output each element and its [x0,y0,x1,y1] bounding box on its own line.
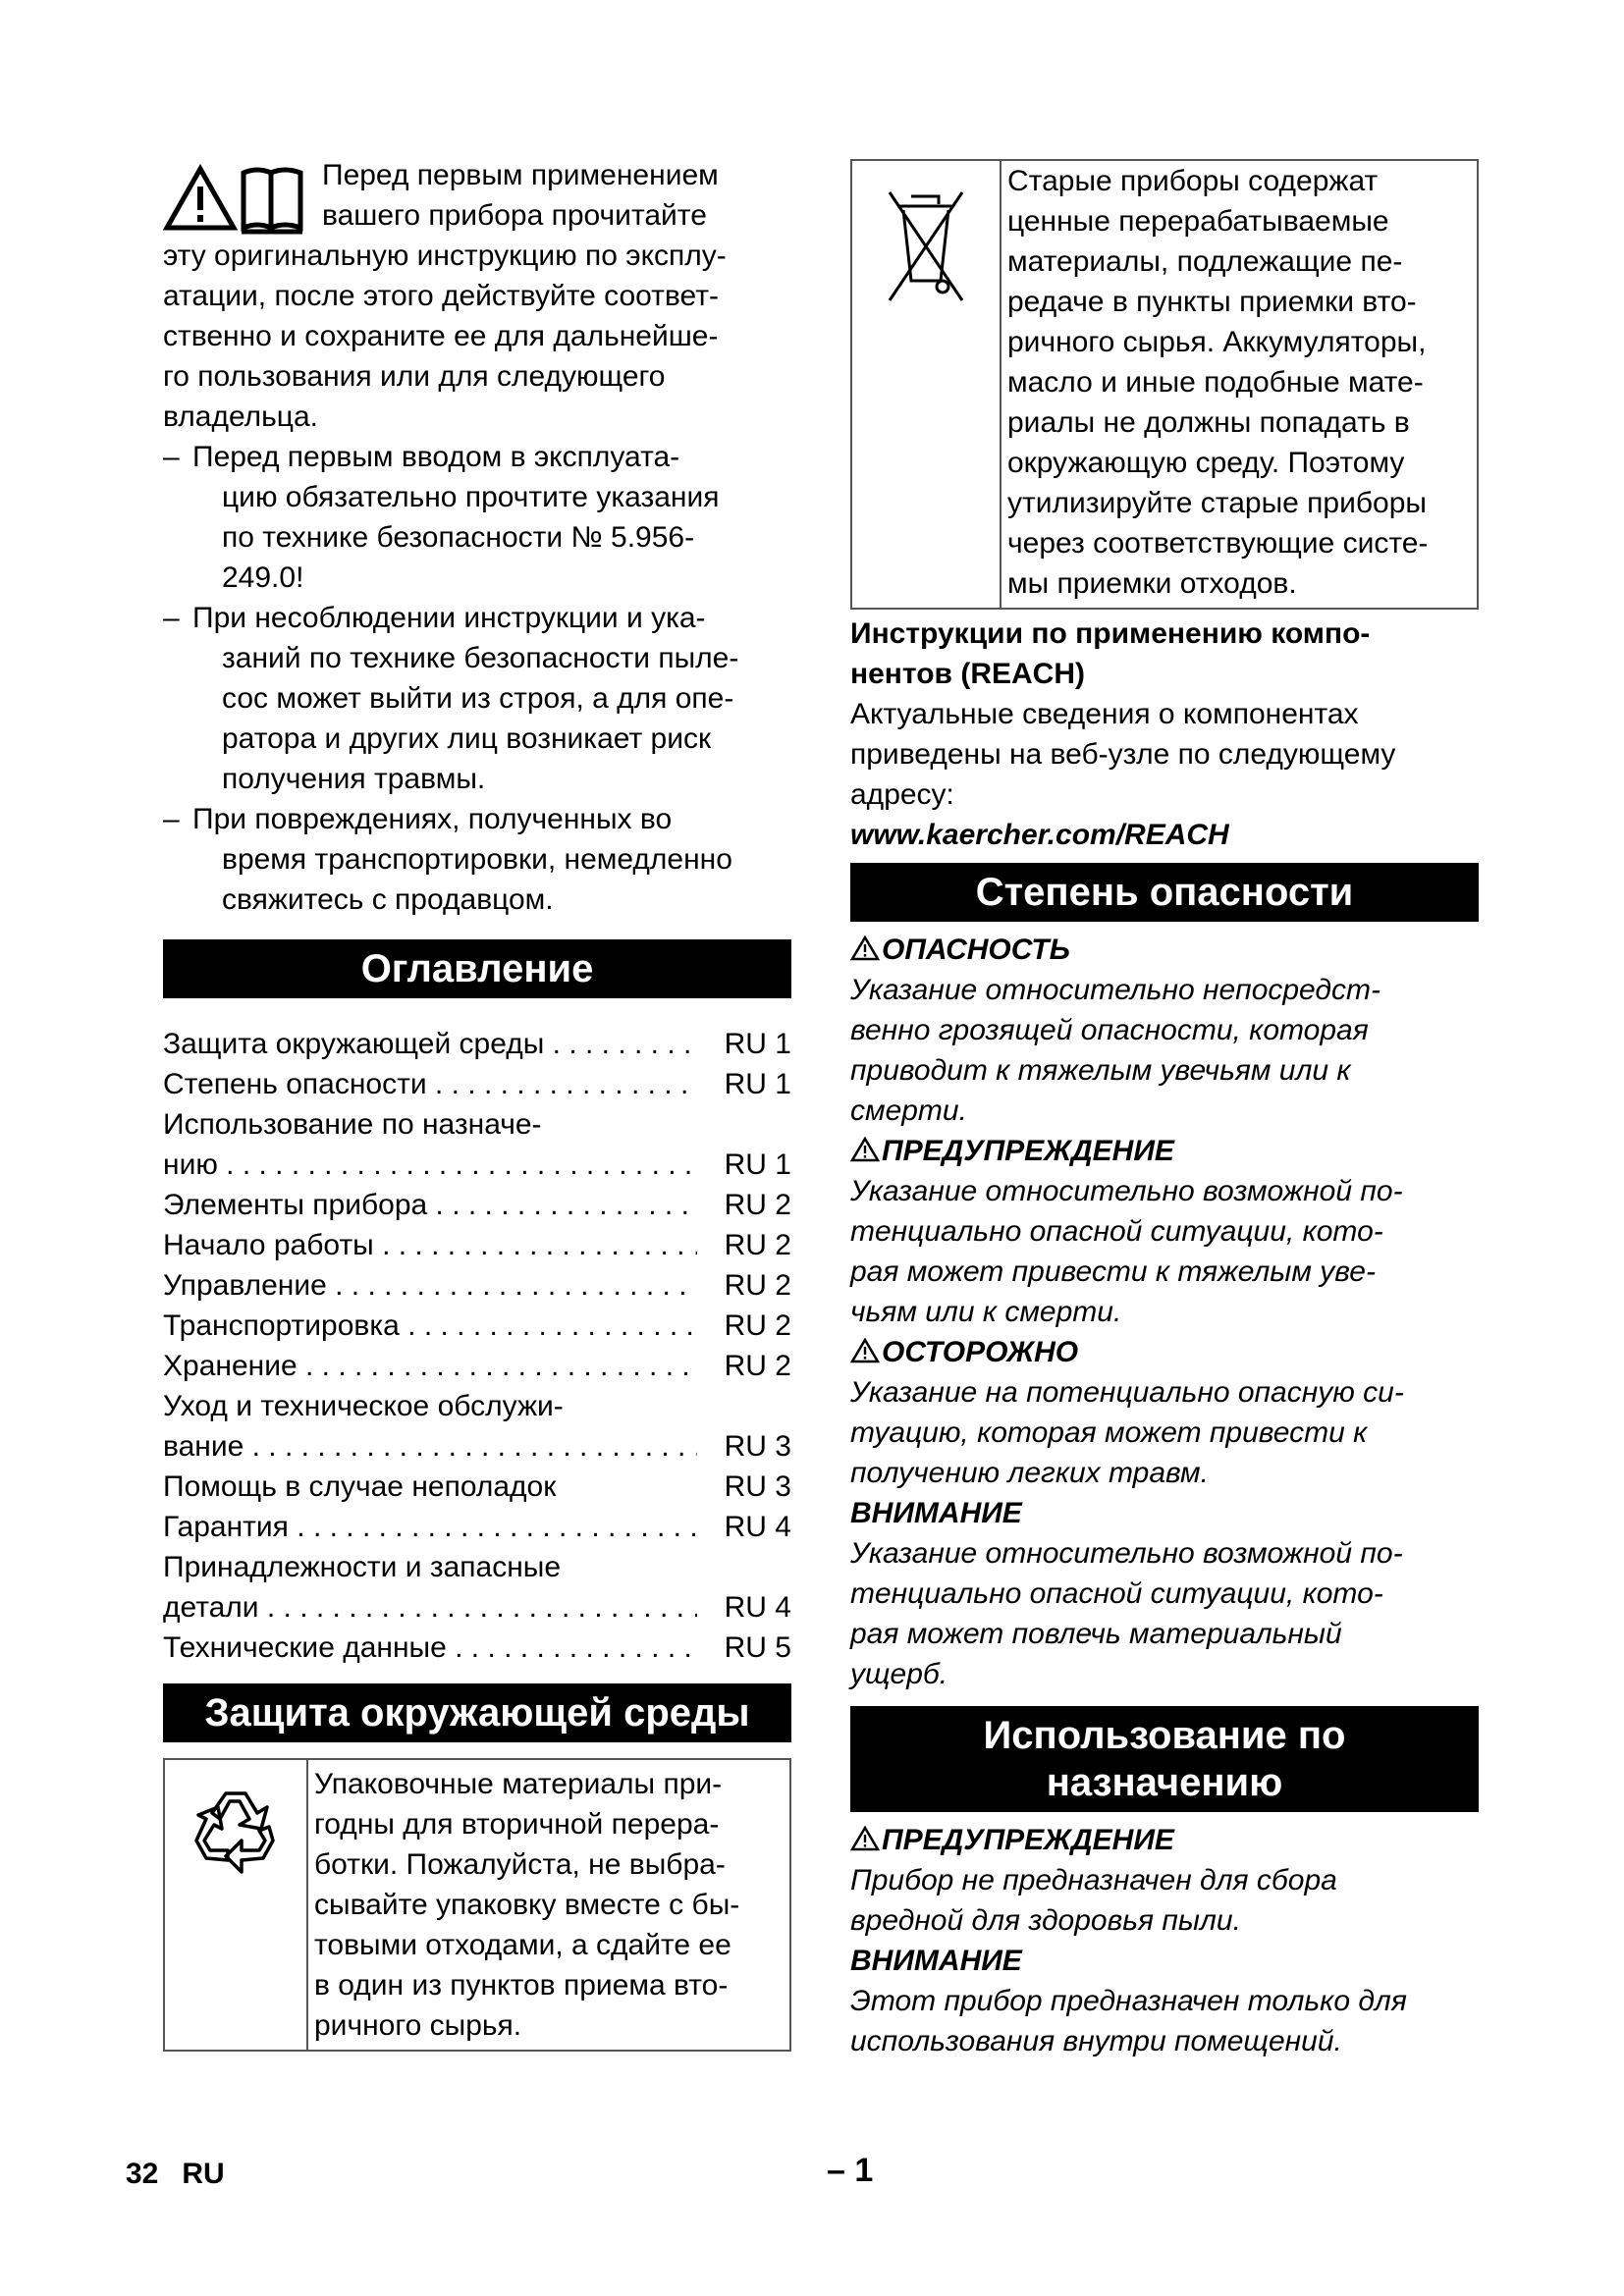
disposal-line: утилизируйте старые приборы [1007,487,1427,519]
hazard-label [850,1131,1479,1171]
intro-line-3: эту оригинальную инструкцию по эксплу- [163,240,727,272]
toc-row[interactable] [163,1064,791,1104]
disposal-text [1001,161,1434,608]
intended-use-line: Этот прибор предназначен только для [850,1985,1407,2017]
disposal-line: мы приемки отходов. [1007,567,1297,600]
disposal-line: ричного сырья. Аккумуляторы, [1007,326,1427,358]
toc-heading: Оглавление [163,939,791,998]
list-text: При повреждениях, полученных во [192,803,673,835]
toc-title: нию . . . [163,1145,697,1185]
hazard-line: получению легких травм. [850,1457,1209,1489]
intended-use-line: Прибор не предназначен для сбора [850,1864,1337,1896]
intended-use-label-text: ПРЕДУПРЕЖДЕНИЕ [882,1824,1174,1856]
intended-use-label [850,1820,1479,1860]
toc-row[interactable] [163,1346,791,1386]
list-item [163,437,791,598]
toc-page: RU 2 [724,1189,791,1221]
hazard-label-text: ОПАСНОСТЬ [882,934,1070,966]
list-dash: – [163,602,180,634]
toc-title: Помощь в случае неполадок [163,1470,557,1503]
toc-title: Степень опасности . . . [163,1064,697,1104]
environment-heading: Защита окружающей среды [163,1683,791,1742]
toc-title-wrap: Использование по назначе- [163,1108,542,1141]
disposal-line: ценные перерабатываемые [1007,205,1389,238]
hazard-line: Указание относительно возможной по- [850,1537,1403,1570]
intro-line-5: ственно и сохраните ее для дальнейше- [163,320,719,352]
toc-page: RU 2 [724,1350,791,1382]
disposal-line: масло и иные подобные мате- [1007,366,1424,399]
hazard-line: тенциально опасной ситуации, кото- [850,1215,1383,1248]
crossed-bin-icon [882,185,970,312]
toc-page: RU 2 [724,1229,791,1261]
disposal-line: Старые приборы содержат [1007,165,1379,197]
toc-title: Транспортировка . . . [163,1306,697,1346]
toc-page: RU 2 [724,1269,791,1302]
intended-use-label-text: ВНИМАНИЕ [850,1945,1022,1977]
list-text: 249.0! [222,561,304,594]
disposal-box [850,159,1479,610]
recycle-icon-cell [165,1760,308,2050]
hazard-label [850,1493,1479,1533]
toc-title: детали . . . [163,1587,697,1628]
hazard-line: венно грозящей опасности, которая [850,1014,1369,1046]
hazard-label-text: ПРЕДУПРЕЖДЕНИЕ [882,1135,1174,1167]
right-column [850,159,1479,2061]
intended-use-label [850,1941,1479,1981]
environment-line: товыми отходами, а сдайте ее [314,1929,731,1961]
section-page-number: – 1 [827,2152,874,2189]
environment-line: в один из пунктов приема вто- [314,1969,729,2002]
disposal-line: риалы не должны попадать в [1007,406,1410,439]
disposal-line: материалы, подлежащие пе- [1007,245,1403,278]
list-text: цию обязательно прочтите указания [222,481,720,513]
toc-row[interactable] [163,1507,791,1547]
environment-line: ричного сырья. [314,2009,522,2042]
toc-row[interactable] [163,1185,791,1225]
left-column [163,155,791,2052]
intro-line-4: атации, после этого действуйте соответ- [163,280,719,312]
intro-line-2: вашего прибора прочитайте [322,199,707,232]
toc-row[interactable] [163,1467,791,1507]
warning-triangle-book-icon [163,163,310,238]
hazard-line: Указание относительно возможной по- [850,1175,1403,1207]
toc-page: RU 4 [724,1511,791,1543]
toc-row[interactable] [163,1587,791,1628]
toc-title: Начало работы . . . [163,1225,697,1265]
table-of-contents [163,1024,791,1668]
toc-title-wrap: Уход и техническое обслужи- [163,1390,564,1422]
reach-url-link[interactable]: www.kaercher.com/REACH [850,819,1229,851]
page-footer [126,2158,248,2191]
environment-line: ботки. Пожалуйста, не выбра- [314,1848,726,1881]
disposal-line: окружающую среду. Поэтому [1007,447,1405,479]
hazard-line: Указание на потенциально опасную си- [850,1376,1404,1409]
reach-title: Инструкции по применению компо- [850,617,1371,650]
reach-line: адресу: [850,778,954,811]
hazard-line: смерти. [850,1095,967,1127]
toc-page: RU 2 [724,1309,791,1342]
toc-page: RU 1 [724,1068,791,1100]
toc-title: Технические данные . . . [163,1628,697,1668]
hazard-label [850,930,1479,970]
list-dash: – [163,441,180,473]
hazard-label [850,1332,1479,1372]
toc-row[interactable] [163,1024,791,1064]
crossed-bin-icon-cell [852,161,1001,608]
reach-section [850,614,1479,855]
hazard-line: рая может повлечь материальный [850,1618,1342,1650]
list-text: получения травмы. [222,763,486,795]
intended-use-line: использования внутри помещений. [850,2025,1342,2057]
toc-row[interactable] [163,1145,791,1185]
hazard-section [850,930,1479,1694]
toc-page: RU 3 [724,1470,791,1503]
toc-row[interactable] [163,1426,791,1467]
list-text: по технике безопасности № 5.956- [222,521,695,554]
toc-page: RU 1 [724,1028,791,1060]
list-text: сос может выйти из строя, а для опе- [222,682,734,715]
toc-row[interactable] [163,1265,791,1306]
intended-use-line: вредной для здоровья пыли. [850,1904,1241,1937]
warning-triangle-icon [850,1826,880,1851]
toc-title: вание . . . [163,1426,697,1467]
toc-title: Защита окружающей среды . . . [163,1024,697,1064]
disposal-line: редаче в пункты приемки вто- [1007,286,1417,318]
list-text: свяжитесь с продавцом. [222,883,554,916]
intended-use-heading-line: назначению [1046,1761,1283,1804]
toc-title: Управление . . . [163,1265,697,1306]
environment-line: сывайте упаковку вместе с бы- [314,1889,740,1921]
list-text: Перед первым вводом в эксплуата- [192,441,680,473]
toc-row[interactable] [163,1306,791,1346]
hazard-line: приводит к тяжелым увечьям или к [850,1054,1351,1087]
list-text: При несоблюдении инструкции и ука- [192,602,706,634]
intro-notice [163,155,791,437]
toc-title: Хранение . . . [163,1346,697,1386]
reach-line: Актуальные сведения о компонентах [850,698,1359,730]
list-dash: – [163,803,180,835]
hazard-line: рая может привести к тяжелым уве- [850,1255,1376,1288]
hazard-line: Указание относительно непосредст- [850,974,1380,1006]
warning-triangle-icon [850,1338,880,1363]
environment-box [163,1758,791,2052]
hazard-line: туацию, которая может привести к [850,1416,1368,1449]
environment-line: Упаковочные материалы при- [314,1768,723,1800]
warning-triangle-icon [850,1137,880,1162]
toc-page: RU 5 [724,1631,791,1664]
toc-title: Гарантия . . . [163,1507,697,1547]
list-item [163,598,791,799]
hazard-line: ущерб. [850,1658,948,1690]
environment-text [308,1760,745,2050]
language-code: RU [182,2158,225,2190]
environment-line: годны для вторичной перера- [314,1808,720,1841]
disposal-line: через соответствующие систе- [1007,527,1429,560]
list-text: ратора и других лиц возникает риск [222,722,712,755]
toc-page: RU 1 [724,1148,791,1181]
intended-use-heading [850,1706,1479,1812]
list-text: заний по технике безопасности пыле- [222,642,739,674]
reach-title: нентов (REACH) [850,658,1085,690]
warning-triangle-icon [850,935,880,961]
hazard-line: чьям или к смерти. [850,1296,1122,1328]
intended-use-section [850,1820,1479,2061]
toc-page: RU 3 [724,1430,791,1463]
intended-use-heading-line: Использование по [983,1714,1346,1757]
toc-title-wrap: Принадлежности и запасные [163,1551,562,1583]
reach-line: приведены на веб-узле по следующему [850,738,1396,771]
hazard-heading: Степень опасности [850,863,1479,922]
hazard-line: тенциально опасной ситуации, кото- [850,1577,1383,1610]
toc-row[interactable] [163,1225,791,1265]
hazard-label-text: ОСТОРОЖНО [882,1336,1079,1368]
list-text: время транспортировки, немедленно [222,843,732,876]
safety-list [163,437,791,920]
recycle-icon [185,1784,287,1886]
warning-manual-icons [163,163,310,238]
intro-line-6: го пользования или для следующего [163,360,666,393]
hazard-label-text: ВНИМАНИЕ [850,1497,1022,1529]
toc-page: RU 4 [724,1591,791,1624]
intro-line-1: Перед первым применением [322,159,719,191]
intro-line-7: владельца. [163,400,318,433]
toc-row[interactable] [163,1628,791,1668]
page-number: 32 [126,2158,159,2190]
list-item [163,799,791,920]
toc-title: Элементы прибора . . . [163,1185,697,1225]
